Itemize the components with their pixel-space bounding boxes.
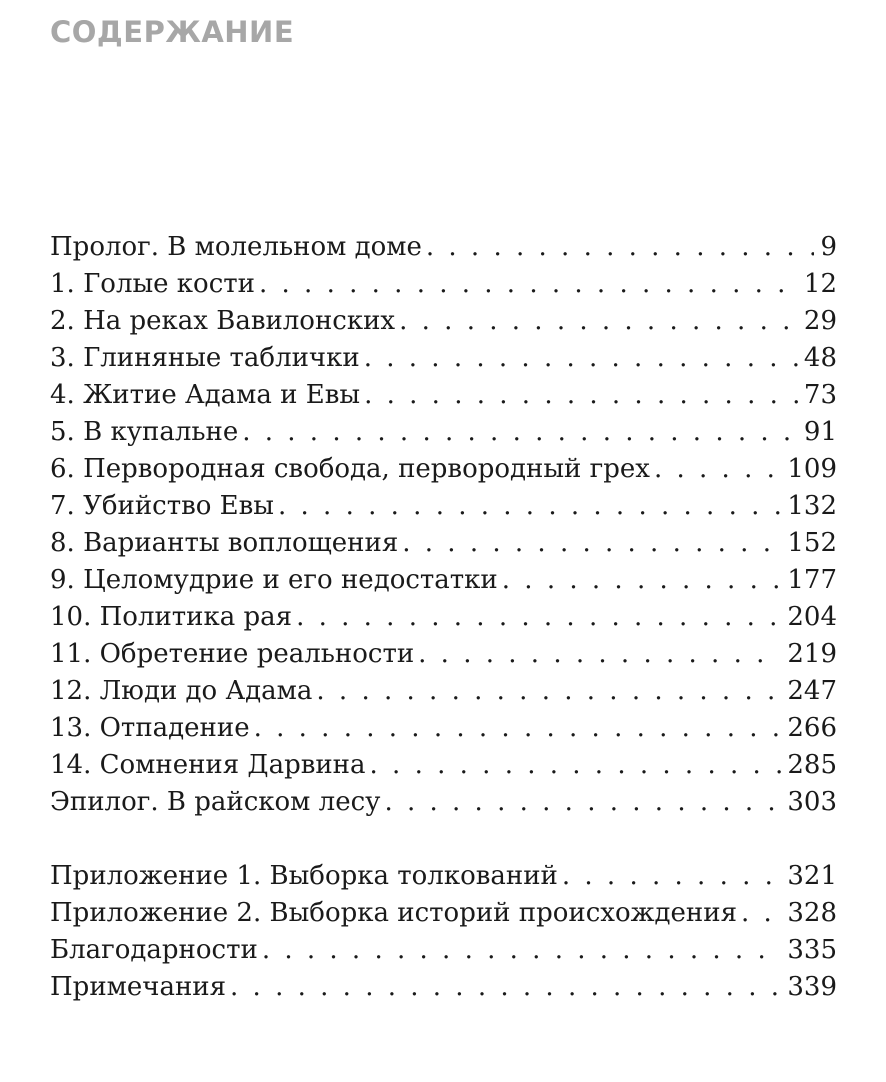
toc-entry-title: 3. Глиняные таблички	[50, 343, 360, 373]
toc-entry	[50, 451, 837, 488]
toc-entry-page-number: 204	[787, 602, 837, 632]
toc-entry	[50, 414, 837, 451]
toc-entry-page-number: 73	[803, 380, 837, 410]
toc-dot-leader	[384, 784, 781, 821]
toc-dot-leader	[370, 747, 782, 784]
toc-entry	[50, 303, 837, 340]
toc-entry-title: Благодарности	[50, 935, 258, 965]
toc-main-list	[50, 229, 837, 821]
toc-dot-leader	[296, 599, 781, 636]
toc-entry-page-number: 9	[820, 232, 837, 262]
toc-dot-leader	[259, 266, 798, 303]
toc-entry	[50, 932, 837, 969]
toc-dot-leader	[562, 858, 782, 895]
toc-entry	[50, 636, 837, 673]
toc-entry-title: Пролог. В молельном доме	[50, 232, 422, 262]
toc-dot-leader	[402, 525, 781, 562]
toc-entry	[50, 488, 837, 525]
toc-entry	[50, 858, 837, 895]
toc-dot-leader	[278, 488, 781, 525]
toc-entry-title: 4. Житие Адама и Евы	[50, 380, 361, 410]
toc-entry-page-number: 303	[787, 787, 837, 817]
toc-dot-leader	[316, 673, 781, 710]
toc-appendix-list	[50, 858, 837, 1006]
toc-entry-page-number: 12	[803, 269, 837, 299]
toc-entry-title: 9. Целомудрие и его недостатки	[50, 565, 498, 595]
toc-entry	[50, 673, 837, 710]
toc-dot-leader	[364, 340, 798, 377]
toc-dot-leader	[364, 377, 798, 414]
toc-entry-page-number: 285	[787, 750, 837, 780]
toc-dot-leader	[418, 636, 781, 673]
toc-dot-leader	[254, 710, 782, 747]
toc-entry	[50, 895, 837, 932]
toc-entry	[50, 599, 837, 636]
toc-entry-title: Приложение 1. Выборка толкований	[50, 861, 558, 891]
toc-dot-leader	[426, 229, 815, 266]
toc-entry-title: 14. Сомнения Дарвина	[50, 750, 366, 780]
toc-entry	[50, 747, 837, 784]
toc-entry	[50, 525, 837, 562]
toc-entry-page-number: 266	[787, 713, 837, 743]
toc-dot-leader	[242, 414, 798, 451]
toc-heading: СОДЕРЖАНИЕ	[50, 15, 295, 49]
toc-entry	[50, 969, 837, 1006]
toc-entry	[50, 340, 837, 377]
toc-entry-title: 10. Политика рая	[50, 602, 293, 632]
toc-entry-title: 11. Обретение реальности	[50, 639, 415, 669]
toc-entry-title: 2. На реках Вавилонских	[50, 306, 396, 336]
toc-entry-title: 13. Отпадение	[50, 713, 250, 743]
toc-entry	[50, 784, 837, 821]
toc-dot-leader	[399, 303, 798, 340]
toc-entry-page-number: 48	[803, 343, 837, 373]
toc-entry-title: Примечания	[50, 972, 227, 1002]
toc-entry-title: 12. Люди до Адама	[50, 676, 313, 706]
toc-entry-page-number: 321	[787, 861, 837, 891]
toc-entry	[50, 229, 837, 266]
toc-entry-page-number: 29	[803, 306, 837, 336]
toc-dot-leader	[654, 451, 781, 488]
toc-entry-title: Приложение 2. Выборка историй происхождения	[50, 898, 737, 928]
toc-entry-page-number: 109	[787, 454, 837, 484]
toc-entry-page-number: 91	[803, 417, 837, 447]
toc-entry-page-number: 328	[787, 898, 837, 928]
toc-entry-title: 8. Варианты воплощения	[50, 528, 399, 558]
toc-entry-page-number: 247	[787, 676, 837, 706]
toc-entry	[50, 377, 837, 414]
toc-entry	[50, 562, 837, 599]
toc-entry-page-number: 339	[787, 972, 837, 1002]
toc-entry-title: 6. Первородная свобода, первородный грех	[50, 454, 650, 484]
toc-dot-leader	[230, 969, 781, 1006]
toc-dot-leader	[741, 895, 781, 932]
toc-entry-page-number: 335	[787, 935, 837, 965]
toc-entry	[50, 266, 837, 303]
toc-entry	[50, 710, 837, 747]
toc-entry-title: Эпилог. В райском лесу	[50, 787, 381, 817]
toc-dot-leader	[502, 562, 782, 599]
toc-entry-page-number: 219	[787, 639, 837, 669]
toc-entry-title: 7. Убийство Евы	[50, 491, 274, 521]
toc-entry-title: 5. В купальне	[50, 417, 239, 447]
toc-entry-title: 1. Голые кости	[50, 269, 255, 299]
toc-entry-page-number: 152	[787, 528, 837, 558]
toc-entry-page-number: 132	[787, 491, 837, 521]
toc-dot-leader	[262, 932, 782, 969]
toc-entry-page-number: 177	[787, 565, 837, 595]
